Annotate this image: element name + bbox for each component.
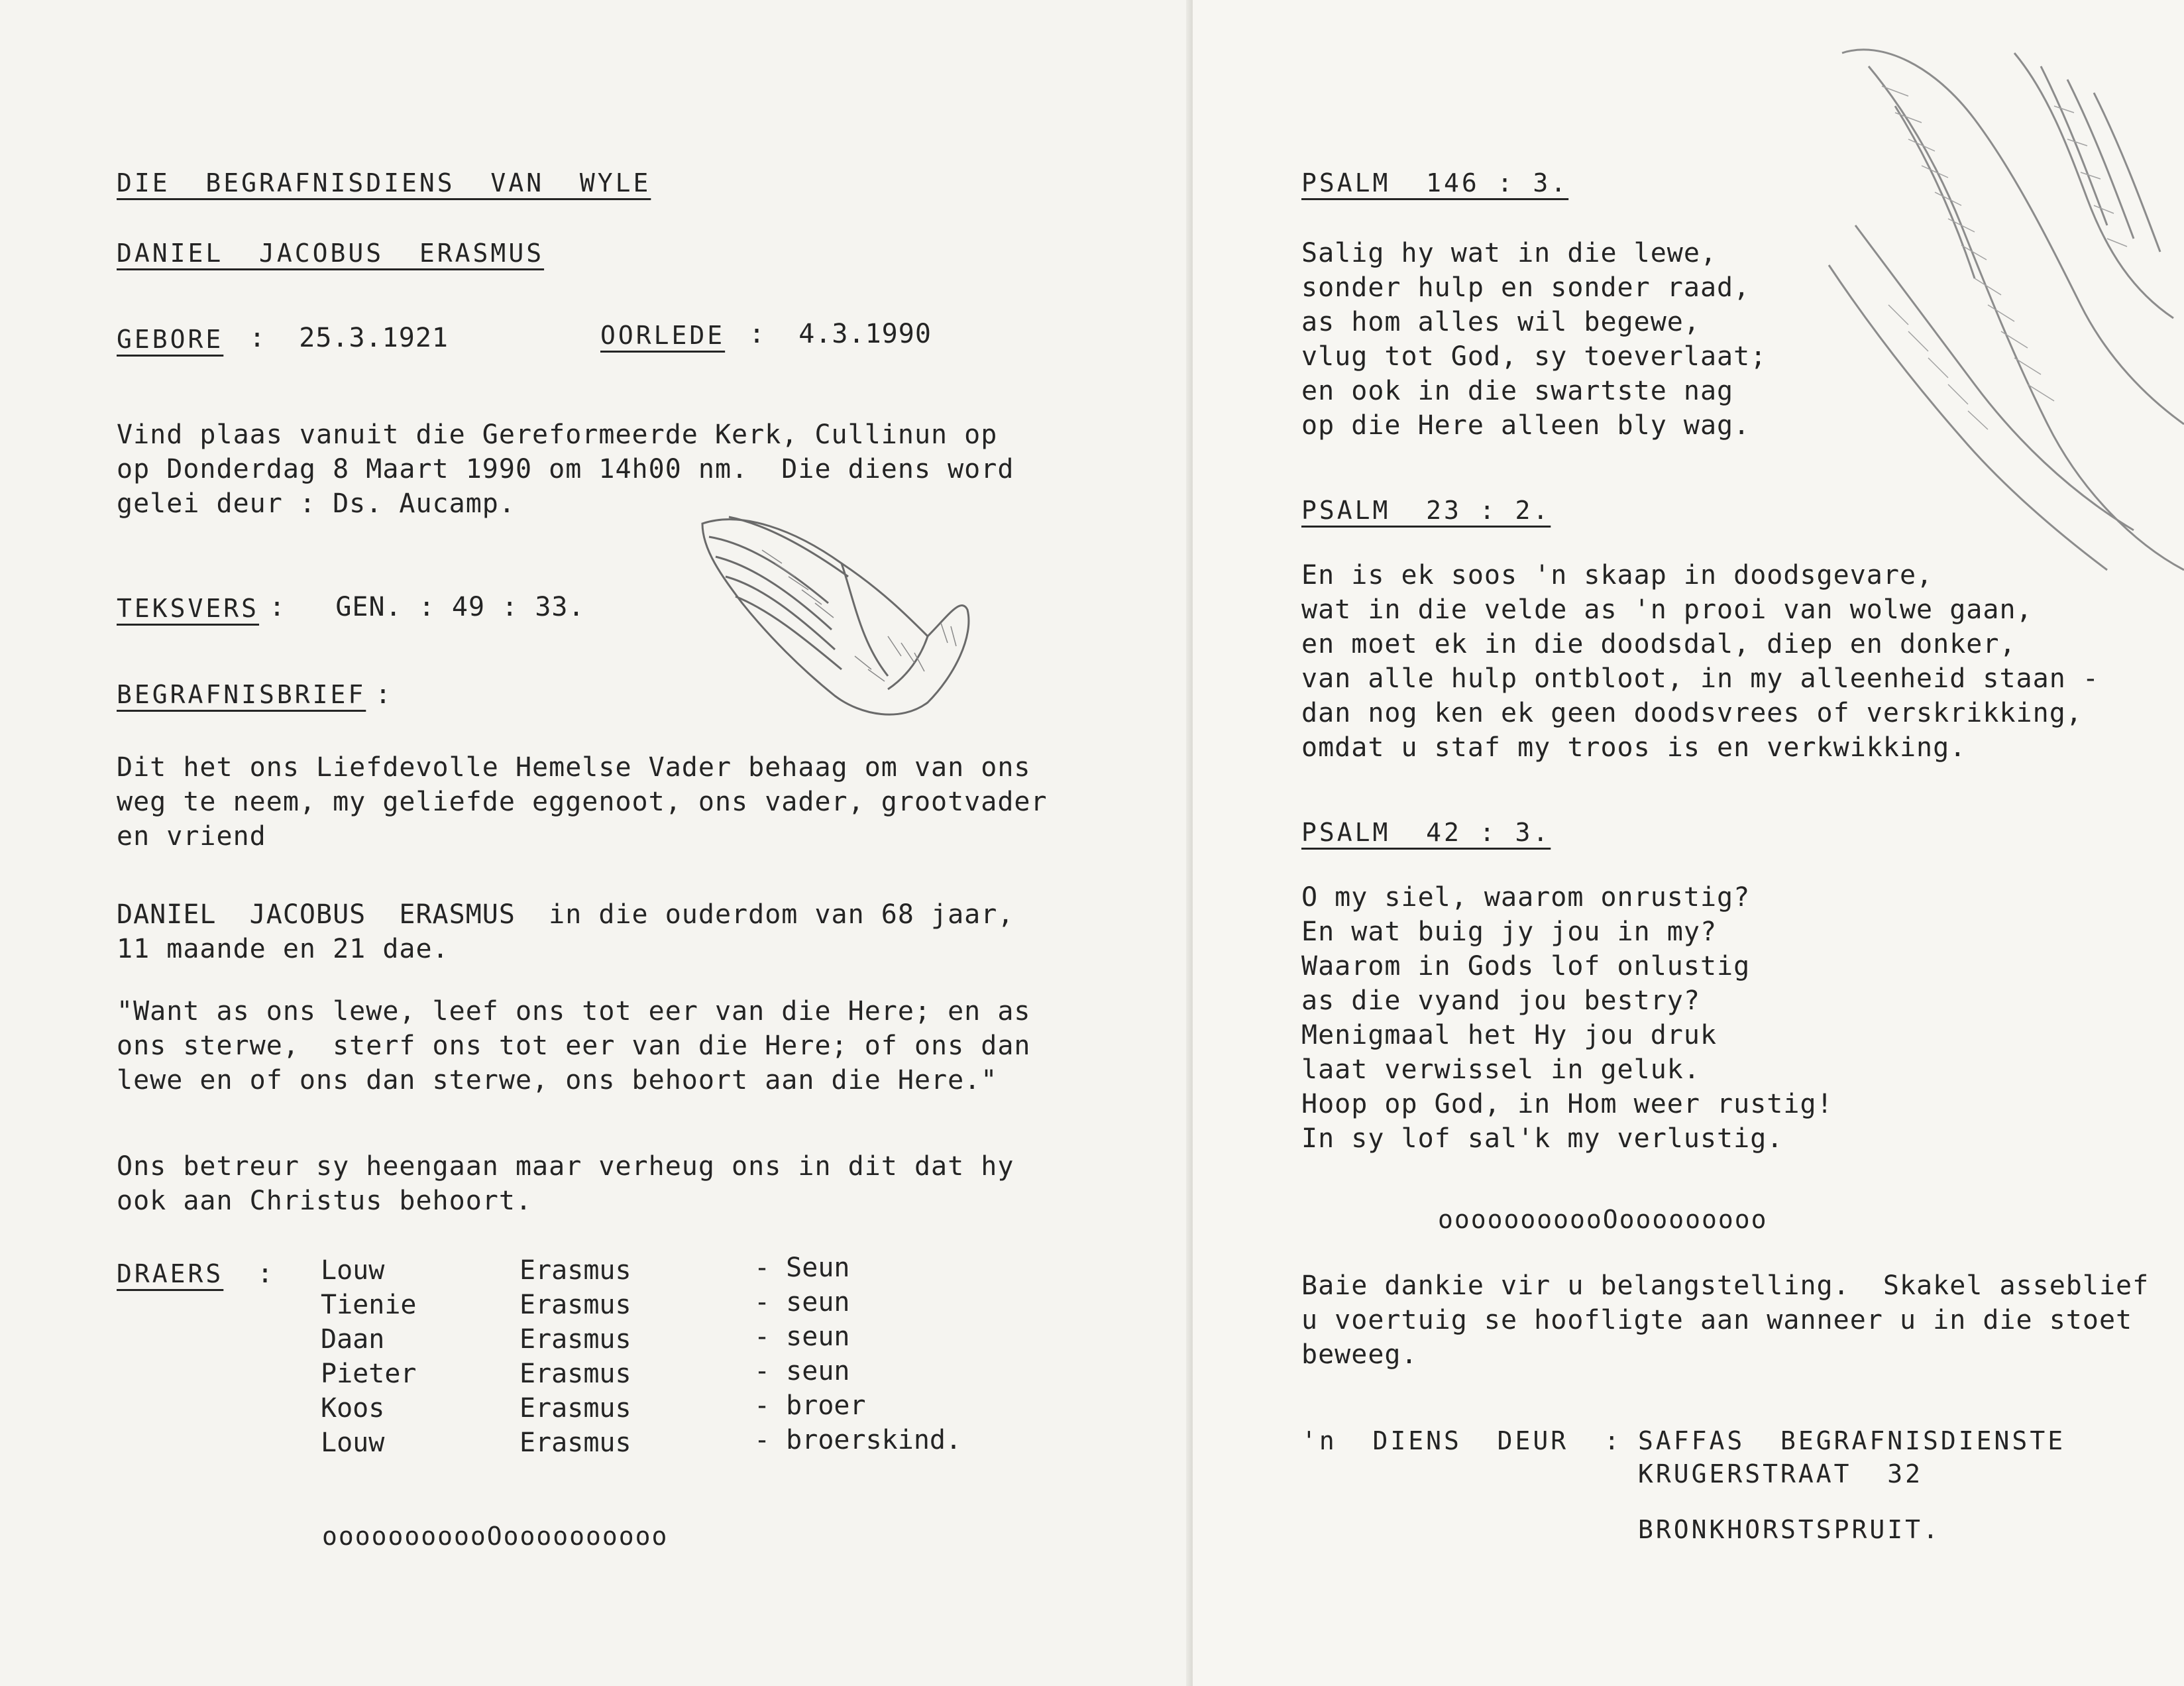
funeral-letter-colon: :	[375, 679, 392, 710]
text-line: u voertuig se hoofligte aan wanneer u in die stoet	[1301, 1305, 2133, 1335]
bearers-colon: :	[257, 1259, 274, 1289]
praying-hands-illustration-large	[1736, 27, 2184, 610]
verse-line: sonder hulp en sonder raad,	[1301, 272, 1751, 303]
praying-hands-illustration	[689, 504, 981, 729]
psalm-146-label: PSALM 146 : 3.	[1301, 168, 1569, 197]
verse-line: as hom alles wil begewe,	[1301, 307, 1700, 337]
bearer-first-name: Koos	[321, 1393, 385, 1424]
bearer-relation: - broerskind.	[754, 1425, 962, 1455]
verse-line: In sy lof sal'k my verlustig.	[1301, 1123, 1784, 1154]
heading-deceased-name: DANIEL JACOBUS ERASMUS	[117, 239, 545, 268]
bearers-label: DRAERS	[117, 1259, 224, 1288]
verse-line: van alle hulp ontbloot, in my alleenheid staan -	[1301, 663, 2099, 694]
text-line: 11 maande en 21 dae.	[117, 934, 449, 964]
verse-line: as die vyand jou bestry?	[1301, 985, 1700, 1016]
undertaker-name: SAFFAS BEGRAFNISDIENSTE	[1638, 1426, 2066, 1455]
separator-line: ooooooooooOoooooooooo	[322, 1522, 669, 1551]
text-line: Baie dankie vir u belangstelling. Skakel asseblief	[1301, 1270, 2150, 1301]
verse-line: O my siel, waarom onrustig?	[1301, 882, 1751, 913]
text-line: gelei deur : Ds. Aucamp.	[117, 488, 516, 519]
text-line: weg te neem, my geliefde eggenoot, ons vader, grootvader	[117, 787, 1048, 817]
verse-line: omdat u staf my troos is en verkwikking.	[1301, 732, 1967, 763]
bearer-first-name: Daan	[321, 1324, 385, 1355]
undertaker-town: BRONKHORSTSPRUIT.	[1638, 1515, 1941, 1544]
scripture-label: TEKSVERS	[117, 594, 260, 623]
verse-line: En is ek soos 'n skaap in doodsgevare,	[1301, 560, 1934, 590]
verse-line: Menigmaal het Hy jou druk	[1301, 1020, 1718, 1050]
service-by-label: 'n DIENS DEUR :	[1301, 1426, 1622, 1455]
text-line: ons sterwe, sterf ons tot eer van die Here; of ons dan	[117, 1031, 1031, 1061]
undertaker-street: KRUGERSTRAAT 32	[1638, 1459, 1924, 1489]
psalm-23-label: PSALM 23 : 2.	[1301, 496, 1551, 525]
separator-line: ooooooooooOooooooooo	[1438, 1205, 1768, 1234]
text-line: beweeg.	[1301, 1339, 1418, 1370]
died-label: OORLEDE	[600, 321, 726, 350]
verse-line: op die Here alleen bly wag.	[1301, 410, 1751, 441]
bearer-first-name: Pieter	[321, 1359, 417, 1389]
text-line: Vind plaas vanuit die Gereformeerde Kerk, Cullinun op	[117, 420, 998, 450]
verse-line: Salig hy wat in die lewe,	[1301, 238, 1718, 268]
text-line: "Want as ons lewe, leef ons tot eer van die Here; en as	[117, 996, 1031, 1027]
scripture-reference: : GEN. : 49 : 33.	[269, 592, 585, 622]
bearer-surname: Erasmus	[519, 1393, 631, 1424]
verse-line: wat in die velde as 'n prooi van wolwe gaan,	[1301, 594, 2033, 625]
text-line: ook aan Christus behoort.	[117, 1186, 533, 1216]
bearer-surname: Erasmus	[519, 1255, 631, 1286]
born-label: GEBORE	[117, 325, 224, 354]
text-line: en vriend	[117, 821, 266, 852]
text-line: lewe en of ons dan sterwe, ons behoort aan die Here."	[117, 1065, 998, 1096]
bearer-relation: - seun	[754, 1287, 850, 1318]
died-date: : 4.3.1990	[749, 319, 932, 349]
bearer-relation: - seun	[754, 1321, 850, 1352]
verse-line: en moet ek in die doodsdal, diep en donker,	[1301, 629, 2016, 659]
bearer-surname: Erasmus	[519, 1324, 631, 1355]
text-line: Ons betreur sy heengaan maar verheug ons in dit dat hy	[117, 1151, 1014, 1182]
bearer-relation: - seun	[754, 1356, 850, 1386]
bearer-surname: Erasmus	[519, 1428, 631, 1458]
verse-line: laat verwissel in geluk.	[1301, 1054, 1700, 1085]
funeral-letter-label: BEGRAFNISBRIEF	[117, 680, 366, 709]
text-line: Dit het ons Liefdevolle Hemelse Vader behaag om van ons	[117, 752, 1031, 783]
verse-line: en ook in die swartste nag	[1301, 376, 1734, 406]
bearer-first-name: Louw	[321, 1255, 385, 1286]
bearer-relation: - broer	[754, 1390, 866, 1421]
heading-service-of-late: DIE BEGRAFNISDIENS VAN WYLE	[117, 168, 651, 197]
text-line: DANIEL JACOBUS ERASMUS in die ouderdom van 68 jaar,	[117, 899, 1014, 930]
born-date: : 25.3.1921	[249, 323, 449, 353]
text-line: op Donderdag 8 Maart 1990 om 14h00 nm. Die diens word	[117, 454, 1014, 484]
verse-line: vlug tot God, sy toeverlaat;	[1301, 341, 1767, 372]
bearer-relation: - Seun	[754, 1253, 850, 1283]
verse-line: Hoop op God, in Hom weer rustig!	[1301, 1089, 1833, 1119]
psalm-42-label: PSALM 42 : 3.	[1301, 818, 1551, 847]
verse-line: Waarom in Gods lof onlustig	[1301, 951, 1751, 982]
bearer-surname: Erasmus	[519, 1359, 631, 1389]
verse-line: En wat buig jy jou in my?	[1301, 917, 1718, 947]
bearer-first-name: Tienie	[321, 1290, 417, 1320]
verse-line: dan nog ken ek geen doodsvrees of verskrikking,	[1301, 698, 2083, 728]
bearer-surname: Erasmus	[519, 1290, 631, 1320]
bearer-first-name: Louw	[321, 1428, 385, 1458]
right-page	[1193, 0, 2184, 1686]
